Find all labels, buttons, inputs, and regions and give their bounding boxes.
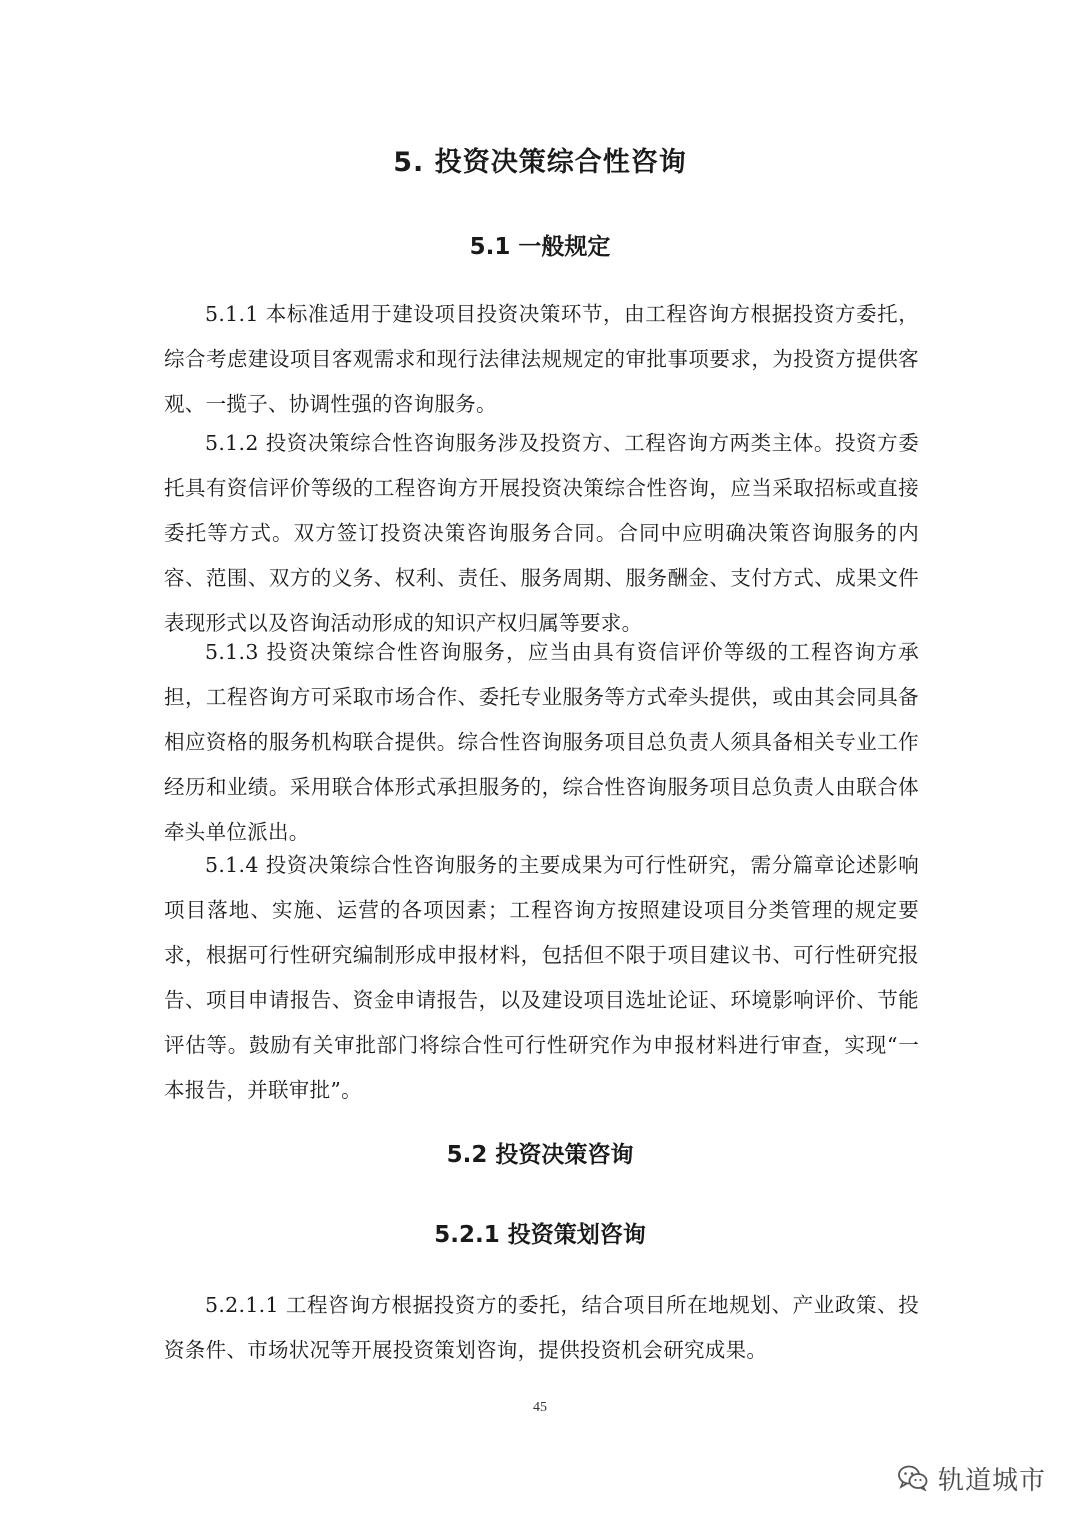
watermark (898, 1458, 1046, 1498)
paragraph-5-1-2: 5.1.2 投资决策综合性咨询服务涉及投资方、工程咨询方两类主体。投资方委托具有资信评价等级的工程咨询方开展投资决策综合性咨询，应当采取招标或直接委托等方式。双方签订投资决策咨询服务合同。合同中应明确决策咨询服务的内容、范围、双方的义务、权利、责任、服务周期、服务酬金、支付方式、成果文件表现形式以及咨询活动形成的知识产权归属等要求。 (164, 431, 919, 635)
section-title-5-2-1: 5.2.1 投资策划咨询 (434, 1222, 646, 1248)
section-title-5-1: 5.1 一般规定 (469, 234, 611, 260)
paragraph-5-2-1-1: 5.2.1.1 工程咨询方根据投资方的委托，结合项目所在地规划、产业政策、投资条件、市场状况等开展投资策划咨询，提供投资机会研究成果。 (164, 1293, 919, 1362)
paragraph-5-1-1: 5.1.1 本标准适用于建设项目投资决策环节，由工程咨询方根据投资方委托，综合考虑建设项目客观需求和现行法律法规规定的审批事项要求，为投资方提供客观、一揽子、协调性强的咨询服务。 (164, 302, 919, 416)
watermark-text: 轨道城市 (937, 1465, 1046, 1496)
wechat-icon (898, 1465, 928, 1491)
chapter-title: 5. 投资决策综合性咨询 (393, 147, 687, 178)
section-title-5-2: 5.2 投资决策咨询 (446, 1142, 634, 1168)
page-number: 45 (533, 1400, 547, 1415)
paragraph-5-1-4: 5.1.4 投资决策综合性咨询服务的主要成果为可行性研究，需分篇章论述影响项目落地、实施、运营的各项因素；工程咨询方按照建设项目分类管理的规定要求，根据可行性研究编制形成申报材料，包括但不限于项目建议书、可行性研究报告、项目申请报告、资金申请报告，以及建设项目选址论证、环境影响评价、节能评估等。鼓励有关审批部门将综合性可行性研究作为申报材料进行审查，实现“一本报告，并联审批”。 (164, 853, 919, 1102)
paragraph-5-1-3: 5.1.3 投资决策综合性咨询服务，应当由具有资信评价等级的工程咨询方承担，工程咨询方可采取市场合作、委托专业服务等方式牵头提供，或由其会同具备相应资格的服务机构联合提供。综合性咨询服务项目总负责人须具备相关专业工作经历和业绩。采用联合体形式承担服务的，综合性咨询服务项目总负责人由联合体牵头单位派出。 (164, 640, 919, 844)
